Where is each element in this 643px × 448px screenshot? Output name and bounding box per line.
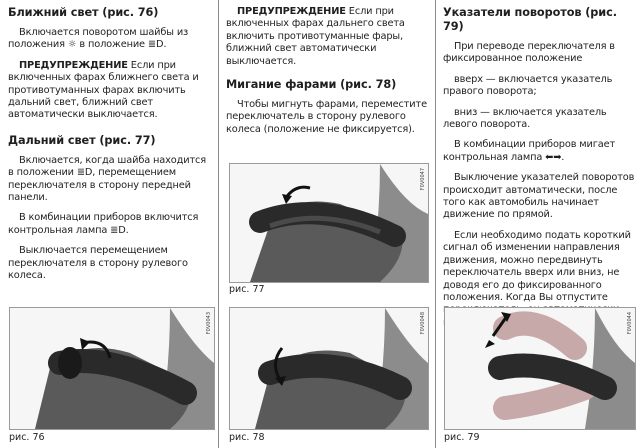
paragraph-warning-2 [226,6,429,68]
figure-code: F0V0044 [627,312,633,335]
column-2 [226,6,429,144]
paragraph-high-beam-on: Включается, когда шайба находится в положении ≣D, перемещением переключателя в сторону передней панели. [8,154,207,204]
paragraph-flash: Чтобы мигнуть фарами, переместите переключатель в сторону рулевого колеса (положение не фиксируется). [226,99,427,135]
column-divider-2 [435,0,436,448]
paragraph-turn-down: вниз — включается указатель левого поворота. [443,106,607,131]
figure-77 [229,163,429,283]
stalk-illustration [445,308,635,429]
column-1 [8,6,211,291]
stalk-illustration [10,308,214,429]
figure-78 [229,307,429,430]
paragraph-turn-short: Если необходимо подать короткий сигнал об изменении направления движения, можно передвинуть переключатель вверх или вниз, не доводя его до фиксированного положения. Когда Вы отпустите [443,229,631,303]
figure-79 [444,307,636,430]
warning-label: ПРЕДУПРЕЖДЕНИЕ [19,59,128,71]
paragraph-turn-lamp: В комбинации приборов мигает контрольная лампа ⬅➡. [443,139,616,163]
paragraph-turn-auto-off: Выключение указателей поворотов происходит автоматически, после того как автомобиль начинает движение по прямой. [443,172,635,221]
paragraph-turn-up: вверх — включается указатель правого поворота; [443,73,613,98]
figure-code: F0V0047 [420,168,426,191]
heading-flash: Мигание фарами (рис. 78) [226,78,397,92]
column-3 [443,6,635,337]
heading-turn-signals: Указатели поворотов (рис. 79) [443,6,617,33]
paragraph-indicator-lamp: В комбинации приборов включится контрольная лампа ≣D. [8,212,199,236]
heading-low-beam: Ближний свет (рис. 76) [8,6,159,19]
paragraph-warning-1 [8,60,211,122]
caption-fig79: рис. 79 [444,432,480,443]
warning-text: Если при включенных фарах дальнего света включить противотуманные фары, ближний свет автоматически выключается. [226,6,405,67]
caption-fig77: рис. 77 [229,284,265,295]
paragraph-low-beam-on: Включается поворотом шайбы из положения ☼ в положение ≣D. [8,27,189,51]
warning-text: Если при включенных фарах ближнего света и противотуманных фарах включить дальний свет, ближний свет автоматически выключается. [8,59,199,121]
stalk-illustration [230,308,428,429]
figure-code: F0V0043 [206,312,212,335]
figure-code: F0V0048 [420,312,426,335]
caption-fig76: рис. 76 [9,432,45,443]
stalk-illustration [230,164,428,282]
heading-high-beam: Дальний свет (рис. 77) [8,133,156,147]
column-divider-1 [218,0,219,448]
warning-label: ПРЕДУПРЕЖДЕНИЕ [237,6,346,17]
paragraph-high-beam-off: Выключается перемещением переключателя в сторону рулевого колеса. [8,245,188,282]
paragraph-turn-intro: При переводе переключателя в фиксированное положение [443,41,615,65]
figure-76 [9,307,215,430]
caption-fig78: рис. 78 [229,432,265,443]
